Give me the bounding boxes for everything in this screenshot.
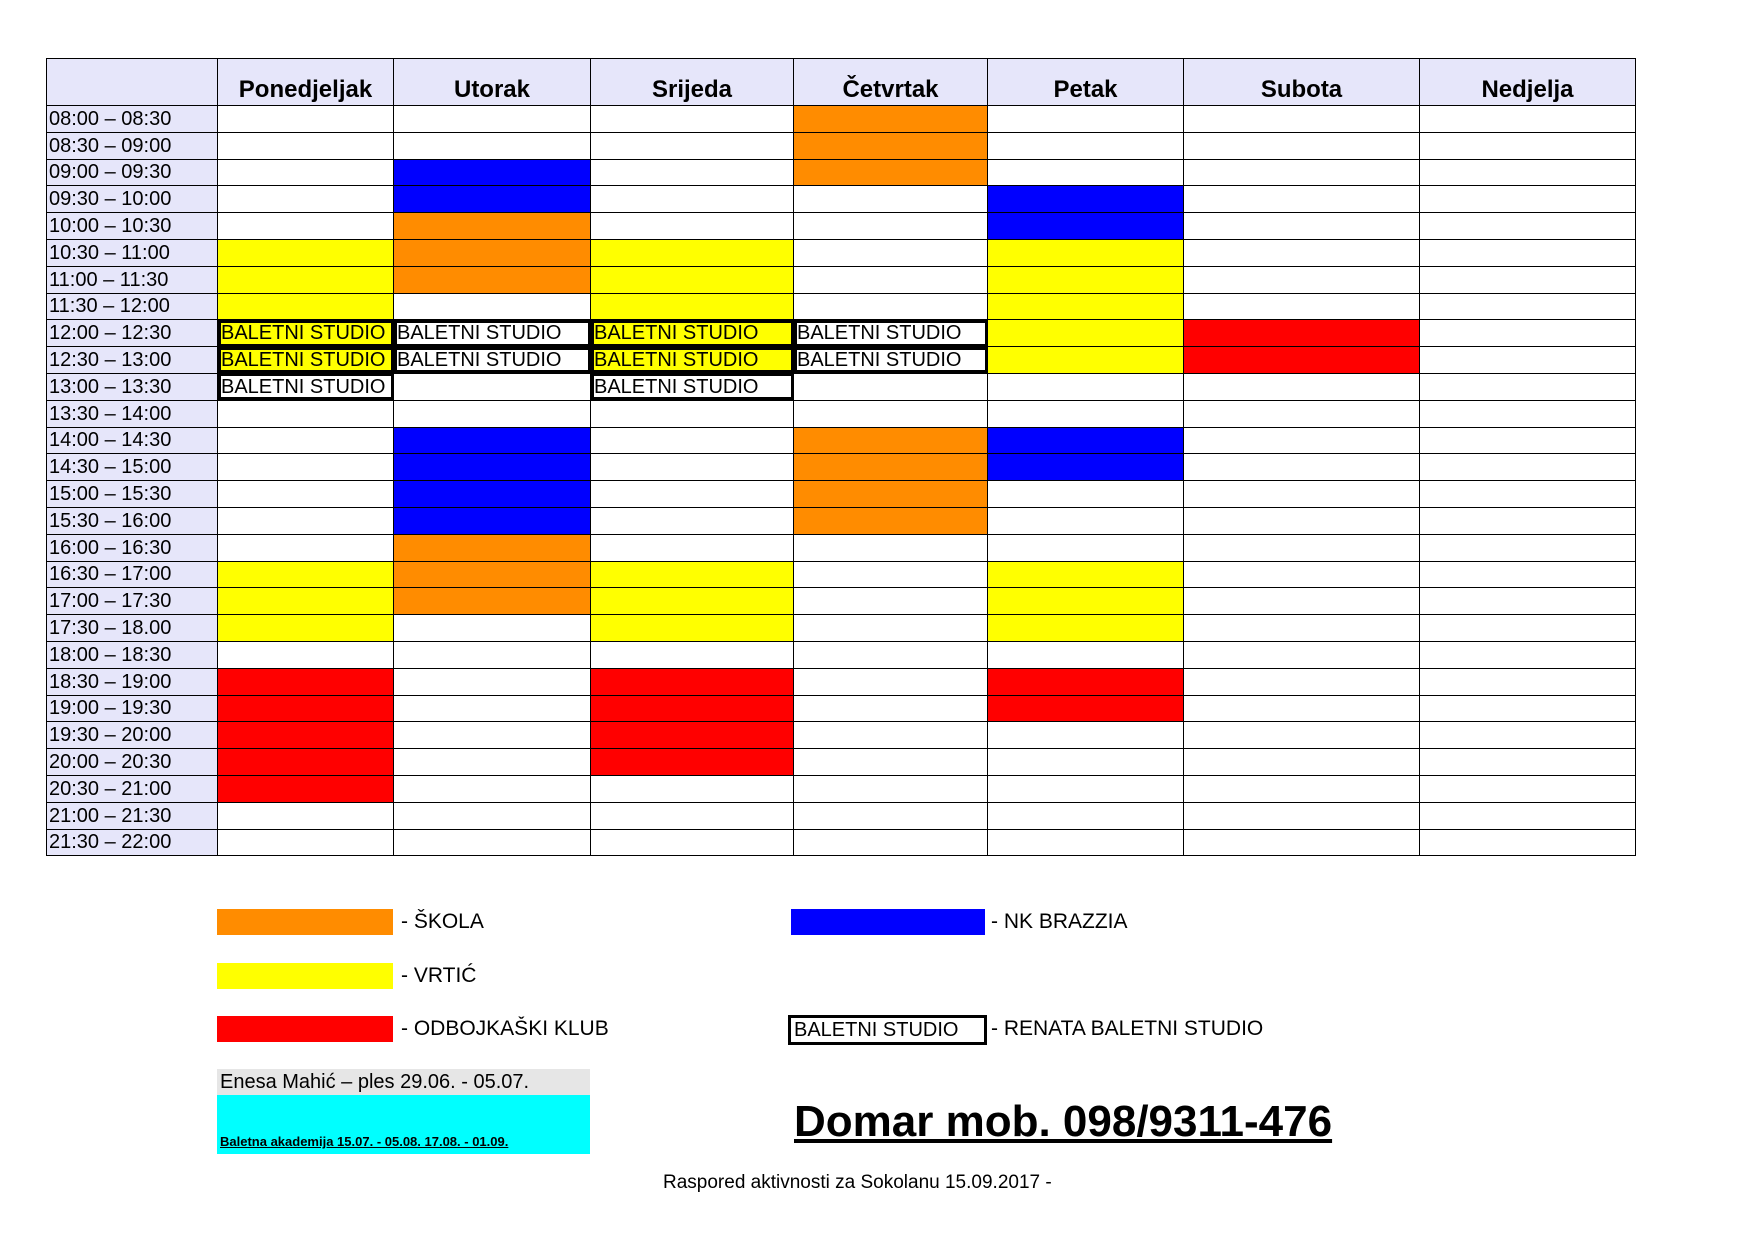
schedule-cell xyxy=(1184,722,1420,749)
schedule-cell xyxy=(1420,132,1636,159)
schedule-row xyxy=(47,159,1636,186)
schedule-cell xyxy=(394,293,591,320)
schedule-cell-orange xyxy=(794,507,988,534)
schedule-cell xyxy=(1184,186,1420,213)
schedule-cell xyxy=(1184,293,1420,320)
schedule-cell xyxy=(794,213,988,240)
schedule-cell xyxy=(591,159,794,186)
time-slot-label: 13:30 – 14:00 xyxy=(47,400,218,427)
schedule-cell xyxy=(394,829,591,856)
time-slot-label: 08:00 – 08:30 xyxy=(47,106,218,133)
schedule-row xyxy=(47,695,1636,722)
schedule-cell xyxy=(794,400,988,427)
time-slot-label: 12:30 – 13:00 xyxy=(47,347,218,374)
schedule-cell xyxy=(1184,561,1420,588)
schedule-cell-red xyxy=(218,722,394,749)
legend-label-odbojka: - ODBOJKAŠKI KLUB xyxy=(401,1017,609,1040)
schedule-row xyxy=(47,641,1636,668)
schedule-cell-yellow xyxy=(218,293,394,320)
schedule-cell xyxy=(1184,695,1420,722)
day-header: Nedjelja xyxy=(1420,59,1636,106)
schedule-cell xyxy=(1420,829,1636,856)
schedule-cell xyxy=(394,106,591,133)
schedule-cell xyxy=(988,641,1184,668)
schedule-cell xyxy=(591,829,794,856)
schedule-cell xyxy=(591,106,794,133)
schedule-header-row xyxy=(47,59,1636,106)
schedule-cell-blue xyxy=(988,213,1184,240)
schedule-cell-yellow xyxy=(218,266,394,293)
schedule-cell xyxy=(988,400,1184,427)
schedule-cell xyxy=(394,749,591,776)
schedule-cell-orange xyxy=(794,132,988,159)
schedule-cell xyxy=(1184,213,1420,240)
time-slot-label: 21:30 – 22:00 xyxy=(47,829,218,856)
schedule-cell xyxy=(394,722,591,749)
schedule-cell xyxy=(1420,802,1636,829)
schedule-cell xyxy=(1184,829,1420,856)
schedule-cell xyxy=(394,373,591,400)
schedule-row xyxy=(47,293,1636,320)
schedule-cell xyxy=(1184,239,1420,266)
time-slot-label: 10:30 – 11:00 xyxy=(47,239,218,266)
schedule-cell xyxy=(1420,159,1636,186)
schedule-cell-blue xyxy=(988,454,1184,481)
schedule-cell xyxy=(591,641,794,668)
day-header: Petak xyxy=(988,59,1184,106)
schedule-cell-orange xyxy=(394,213,591,240)
schedule-cell xyxy=(1184,507,1420,534)
schedule-row xyxy=(47,132,1636,159)
schedule-cell-red xyxy=(591,668,794,695)
time-slot-label: 20:00 – 20:30 xyxy=(47,749,218,776)
schedule-cell-red xyxy=(1184,320,1420,347)
time-slot-label: 09:00 – 09:30 xyxy=(47,159,218,186)
note-enesa: Enesa Mahić – ples 29.06. - 05.07. xyxy=(217,1069,590,1095)
schedule-cell xyxy=(218,641,394,668)
schedule-cell xyxy=(1420,239,1636,266)
time-slot-label: 15:30 – 16:00 xyxy=(47,507,218,534)
schedule-row xyxy=(47,615,1636,642)
schedule-cell-yellow xyxy=(988,239,1184,266)
schedule-cell xyxy=(794,615,988,642)
schedule-cell xyxy=(218,427,394,454)
schedule-row xyxy=(47,507,1636,534)
schedule-row xyxy=(47,481,1636,508)
schedule-row xyxy=(47,588,1636,615)
schedule-cell-yellow xyxy=(591,293,794,320)
day-header: Srijeda xyxy=(591,59,794,106)
schedule-cell xyxy=(218,159,394,186)
schedule-cell xyxy=(1420,588,1636,615)
schedule-cell xyxy=(591,802,794,829)
schedule-cell xyxy=(1420,534,1636,561)
schedule-cell-orange xyxy=(394,534,591,561)
schedule-cell xyxy=(1184,615,1420,642)
schedule-cell-yellow xyxy=(218,615,394,642)
schedule-cell-yellow xyxy=(591,615,794,642)
schedule-cell xyxy=(988,534,1184,561)
schedule-cell-red xyxy=(1184,347,1420,374)
time-slot-label: 13:00 – 13:30 xyxy=(47,373,218,400)
schedule-cell-yellow xyxy=(988,561,1184,588)
schedule-cell-blue xyxy=(394,481,591,508)
schedule-row xyxy=(47,454,1636,481)
schedule-cell xyxy=(218,454,394,481)
schedule-cell xyxy=(988,106,1184,133)
schedule-cell xyxy=(1420,427,1636,454)
schedule-cell xyxy=(1420,347,1636,374)
schedule-cell xyxy=(1420,213,1636,240)
schedule-cell xyxy=(794,588,988,615)
schedule-cell xyxy=(1184,641,1420,668)
note-baletna-akademija: Baletna akademija 15.07. - 05.08. 17.08. - 01.09. xyxy=(217,1095,590,1154)
time-slot-label: 19:00 – 19:30 xyxy=(47,695,218,722)
schedule-cell xyxy=(218,186,394,213)
schedule-cell-red xyxy=(218,749,394,776)
schedule-cell xyxy=(988,373,1184,400)
time-slot-label: 10:00 – 10:30 xyxy=(47,213,218,240)
schedule-cell-blue xyxy=(394,186,591,213)
schedule-cell-yellow xyxy=(591,266,794,293)
schedule-cell-red xyxy=(591,749,794,776)
schedule-cell xyxy=(1184,802,1420,829)
schedule-cell xyxy=(591,775,794,802)
time-slot-label: 21:00 – 21:30 xyxy=(47,802,218,829)
legend-label-vrtic: - VRTIĆ xyxy=(401,964,477,987)
schedule-cell xyxy=(591,400,794,427)
schedule-cell xyxy=(1420,507,1636,534)
schedule-cell xyxy=(218,829,394,856)
schedule-cell-red xyxy=(591,695,794,722)
schedule-cell xyxy=(988,481,1184,508)
time-slot-label: 09:30 – 10:00 xyxy=(47,186,218,213)
time-slot-label: 14:30 – 15:00 xyxy=(47,454,218,481)
schedule-cell xyxy=(218,132,394,159)
schedule-cell xyxy=(218,106,394,133)
schedule-row xyxy=(47,802,1636,829)
schedule-cell xyxy=(1184,775,1420,802)
schedule-cell-red xyxy=(218,695,394,722)
schedule-cell xyxy=(1420,615,1636,642)
schedule-cell-red xyxy=(218,668,394,695)
schedule-cell-red xyxy=(591,722,794,749)
schedule-cell-blue xyxy=(988,427,1184,454)
schedule-cell xyxy=(1184,454,1420,481)
schedule-cell xyxy=(1420,454,1636,481)
schedule-cell xyxy=(591,454,794,481)
schedule-cell xyxy=(1420,561,1636,588)
schedule-cell xyxy=(218,400,394,427)
schedule-cell xyxy=(218,481,394,508)
schedule-cell-yellow xyxy=(988,320,1184,347)
schedule-cell xyxy=(394,615,591,642)
schedule-cell xyxy=(1184,534,1420,561)
schedule-row xyxy=(47,373,1636,400)
schedule-cell xyxy=(394,400,591,427)
schedule-cell xyxy=(988,132,1184,159)
legend-label-skola: - ŠKOLA xyxy=(401,910,484,933)
schedule-cell-yellow xyxy=(988,347,1184,374)
day-header: Subota xyxy=(1184,59,1420,106)
schedule-cell xyxy=(1420,668,1636,695)
schedule-cell xyxy=(1420,481,1636,508)
schedule-cell-ballet: BALETNI STUDIO xyxy=(591,320,794,347)
schedule-cell xyxy=(218,802,394,829)
schedule-cell xyxy=(1184,132,1420,159)
time-slot-label: 12:00 – 12:30 xyxy=(47,320,218,347)
schedule-cell xyxy=(794,373,988,400)
schedule-row xyxy=(47,534,1636,561)
schedule-cell xyxy=(794,775,988,802)
schedule-cell xyxy=(988,722,1184,749)
schedule-cell-blue xyxy=(394,427,591,454)
schedule-cell xyxy=(988,829,1184,856)
schedule-cell xyxy=(218,213,394,240)
schedule-cell xyxy=(794,641,988,668)
schedule-cell xyxy=(591,427,794,454)
schedule-row xyxy=(47,722,1636,749)
schedule-cell-ballet: BALETNI STUDIO xyxy=(394,320,591,347)
schedule-cell xyxy=(794,186,988,213)
schedule-cell xyxy=(1420,186,1636,213)
legend-swatch-vrtic xyxy=(217,963,393,989)
header-corner xyxy=(47,59,218,106)
schedule-cell-orange xyxy=(394,239,591,266)
schedule-cell xyxy=(1184,106,1420,133)
time-slot-label: 17:30 – 18.00 xyxy=(47,615,218,642)
schedule-cell-ballet: BALETNI STUDIO xyxy=(218,347,394,374)
schedule-cell xyxy=(1184,427,1420,454)
schedule-cell xyxy=(988,749,1184,776)
schedule-row xyxy=(47,106,1636,133)
time-slot-label: 08:30 – 09:00 xyxy=(47,132,218,159)
day-header: Ponedjeljak xyxy=(218,59,394,106)
schedule-cell-red xyxy=(218,775,394,802)
schedule-cell-ballet: BALETNI STUDIO xyxy=(591,373,794,400)
time-slot-label: 16:00 – 16:30 xyxy=(47,534,218,561)
schedule-cell-ballet: BALETNI STUDIO xyxy=(218,373,394,400)
schedule-cell-orange xyxy=(794,159,988,186)
schedule-cell xyxy=(1420,266,1636,293)
legend-swatch-odbojka xyxy=(217,1016,393,1042)
schedule-cell-orange xyxy=(394,561,591,588)
schedule-cell xyxy=(1420,722,1636,749)
schedule-cell-ballet: BALETNI STUDIO xyxy=(794,320,988,347)
schedule-cell xyxy=(1420,775,1636,802)
legend-label-ballet: - RENATA BALETNI STUDIO xyxy=(991,1017,1264,1040)
schedule-cell-ballet: BALETNI STUDIO xyxy=(591,347,794,374)
schedule-cell-yellow xyxy=(988,266,1184,293)
schedule-cell xyxy=(394,132,591,159)
schedule-cell xyxy=(794,695,988,722)
time-slot-label: 20:30 – 21:00 xyxy=(47,775,218,802)
schedule-cell xyxy=(988,775,1184,802)
schedule-cell-yellow xyxy=(591,561,794,588)
schedule-cell xyxy=(1184,588,1420,615)
schedule-cell xyxy=(1184,749,1420,776)
schedule-row xyxy=(47,561,1636,588)
schedule-cell xyxy=(394,802,591,829)
schedule-cell xyxy=(794,722,988,749)
time-slot-label: 17:00 – 17:30 xyxy=(47,588,218,615)
schedule-cell xyxy=(394,641,591,668)
time-slot-label: 11:30 – 12:00 xyxy=(47,293,218,320)
schedule-cell xyxy=(1184,373,1420,400)
schedule-cell xyxy=(1420,373,1636,400)
schedule-cell-blue xyxy=(394,507,591,534)
schedule-cell xyxy=(794,561,988,588)
schedule-table xyxy=(46,58,1636,856)
schedule-cell-blue xyxy=(988,186,1184,213)
footer-caption: Raspored aktivnosti za Sokolanu 15.09.2017 - xyxy=(663,1172,1052,1193)
schedule-cell xyxy=(1184,266,1420,293)
legend-swatch-ballet: BALETNI STUDIO xyxy=(788,1015,987,1045)
schedule-cell xyxy=(591,507,794,534)
schedule-body xyxy=(47,106,1636,856)
schedule-cell-yellow xyxy=(218,561,394,588)
schedule-cell xyxy=(1420,293,1636,320)
schedule-cell xyxy=(988,802,1184,829)
time-slot-label: 18:30 – 19:00 xyxy=(47,668,218,695)
time-slot-label: 14:00 – 14:30 xyxy=(47,427,218,454)
schedule-row xyxy=(47,213,1636,240)
schedule-cell-orange xyxy=(794,427,988,454)
schedule-cell-orange xyxy=(794,481,988,508)
time-slot-label: 11:00 – 11:30 xyxy=(47,266,218,293)
schedule-cell-blue xyxy=(394,454,591,481)
schedule-cell-orange xyxy=(794,454,988,481)
time-slot-label: 16:30 – 17:00 xyxy=(47,561,218,588)
schedule-row xyxy=(47,186,1636,213)
schedule-cell xyxy=(394,775,591,802)
schedule-cell xyxy=(394,668,591,695)
schedule-cell xyxy=(794,749,988,776)
schedule-cell-yellow xyxy=(591,239,794,266)
schedule-cell xyxy=(794,829,988,856)
schedule-cell xyxy=(591,534,794,561)
schedule-cell xyxy=(1420,106,1636,133)
legend-swatch-brazzia xyxy=(791,909,985,935)
schedule-row xyxy=(47,749,1636,776)
schedule-cell-orange xyxy=(394,266,591,293)
schedule-cell xyxy=(1420,641,1636,668)
day-header: Četvrtak xyxy=(794,59,988,106)
schedule-cell xyxy=(1184,159,1420,186)
schedule-cell xyxy=(1184,668,1420,695)
time-slot-label: 15:00 – 15:30 xyxy=(47,481,218,508)
schedule-cell-ballet: BALETNI STUDIO xyxy=(394,347,591,374)
schedule-row xyxy=(47,829,1636,856)
schedule-cell-blue xyxy=(394,159,591,186)
schedule-cell xyxy=(218,534,394,561)
schedule-cell-ballet: BALETNI STUDIO xyxy=(794,347,988,374)
schedule-cell-yellow xyxy=(591,588,794,615)
schedule-row xyxy=(47,266,1636,293)
schedule-cell xyxy=(988,159,1184,186)
schedule-cell xyxy=(1420,695,1636,722)
schedule-cell-yellow xyxy=(988,293,1184,320)
schedule-cell xyxy=(591,213,794,240)
schedule-cell xyxy=(591,186,794,213)
schedule-row xyxy=(47,775,1636,802)
schedule-row xyxy=(47,400,1636,427)
schedule-cell-yellow xyxy=(218,239,394,266)
schedule-cell-orange xyxy=(394,588,591,615)
schedule-cell-yellow xyxy=(988,615,1184,642)
schedule-cell xyxy=(1420,400,1636,427)
schedule-cell xyxy=(794,293,988,320)
schedule-cell xyxy=(1184,481,1420,508)
schedule-cell xyxy=(794,239,988,266)
schedule-cell xyxy=(794,534,988,561)
schedule-cell-yellow xyxy=(988,588,1184,615)
schedule-cell xyxy=(1184,400,1420,427)
schedule-row xyxy=(47,427,1636,454)
schedule-cell xyxy=(591,132,794,159)
schedule-cell xyxy=(794,802,988,829)
schedule-row xyxy=(47,347,1636,374)
schedule-cell xyxy=(1420,320,1636,347)
legend-label-brazzia: - NK BRAZZIA xyxy=(991,910,1128,933)
schedule-cell-yellow xyxy=(218,588,394,615)
schedule-row xyxy=(47,668,1636,695)
schedule-cell-orange xyxy=(794,106,988,133)
day-header: Utorak xyxy=(394,59,591,106)
schedule-cell xyxy=(988,507,1184,534)
schedule-row xyxy=(47,239,1636,266)
time-slot-label: 18:00 – 18:30 xyxy=(47,641,218,668)
schedule-row xyxy=(47,320,1636,347)
schedule-cell xyxy=(394,695,591,722)
schedule-cell-ballet: BALETNI STUDIO xyxy=(218,320,394,347)
schedule-cell xyxy=(794,668,988,695)
schedule-cell-red xyxy=(988,668,1184,695)
schedule-cell-red xyxy=(988,695,1184,722)
contact-domar: Domar mob. 098/9311-476 xyxy=(794,1097,1333,1146)
time-slot-label: 19:30 – 20:00 xyxy=(47,722,218,749)
schedule-cell xyxy=(794,266,988,293)
schedule-cell xyxy=(591,481,794,508)
schedule-cell xyxy=(218,507,394,534)
legend-swatch-skola xyxy=(217,909,393,935)
schedule-cell xyxy=(1420,749,1636,776)
